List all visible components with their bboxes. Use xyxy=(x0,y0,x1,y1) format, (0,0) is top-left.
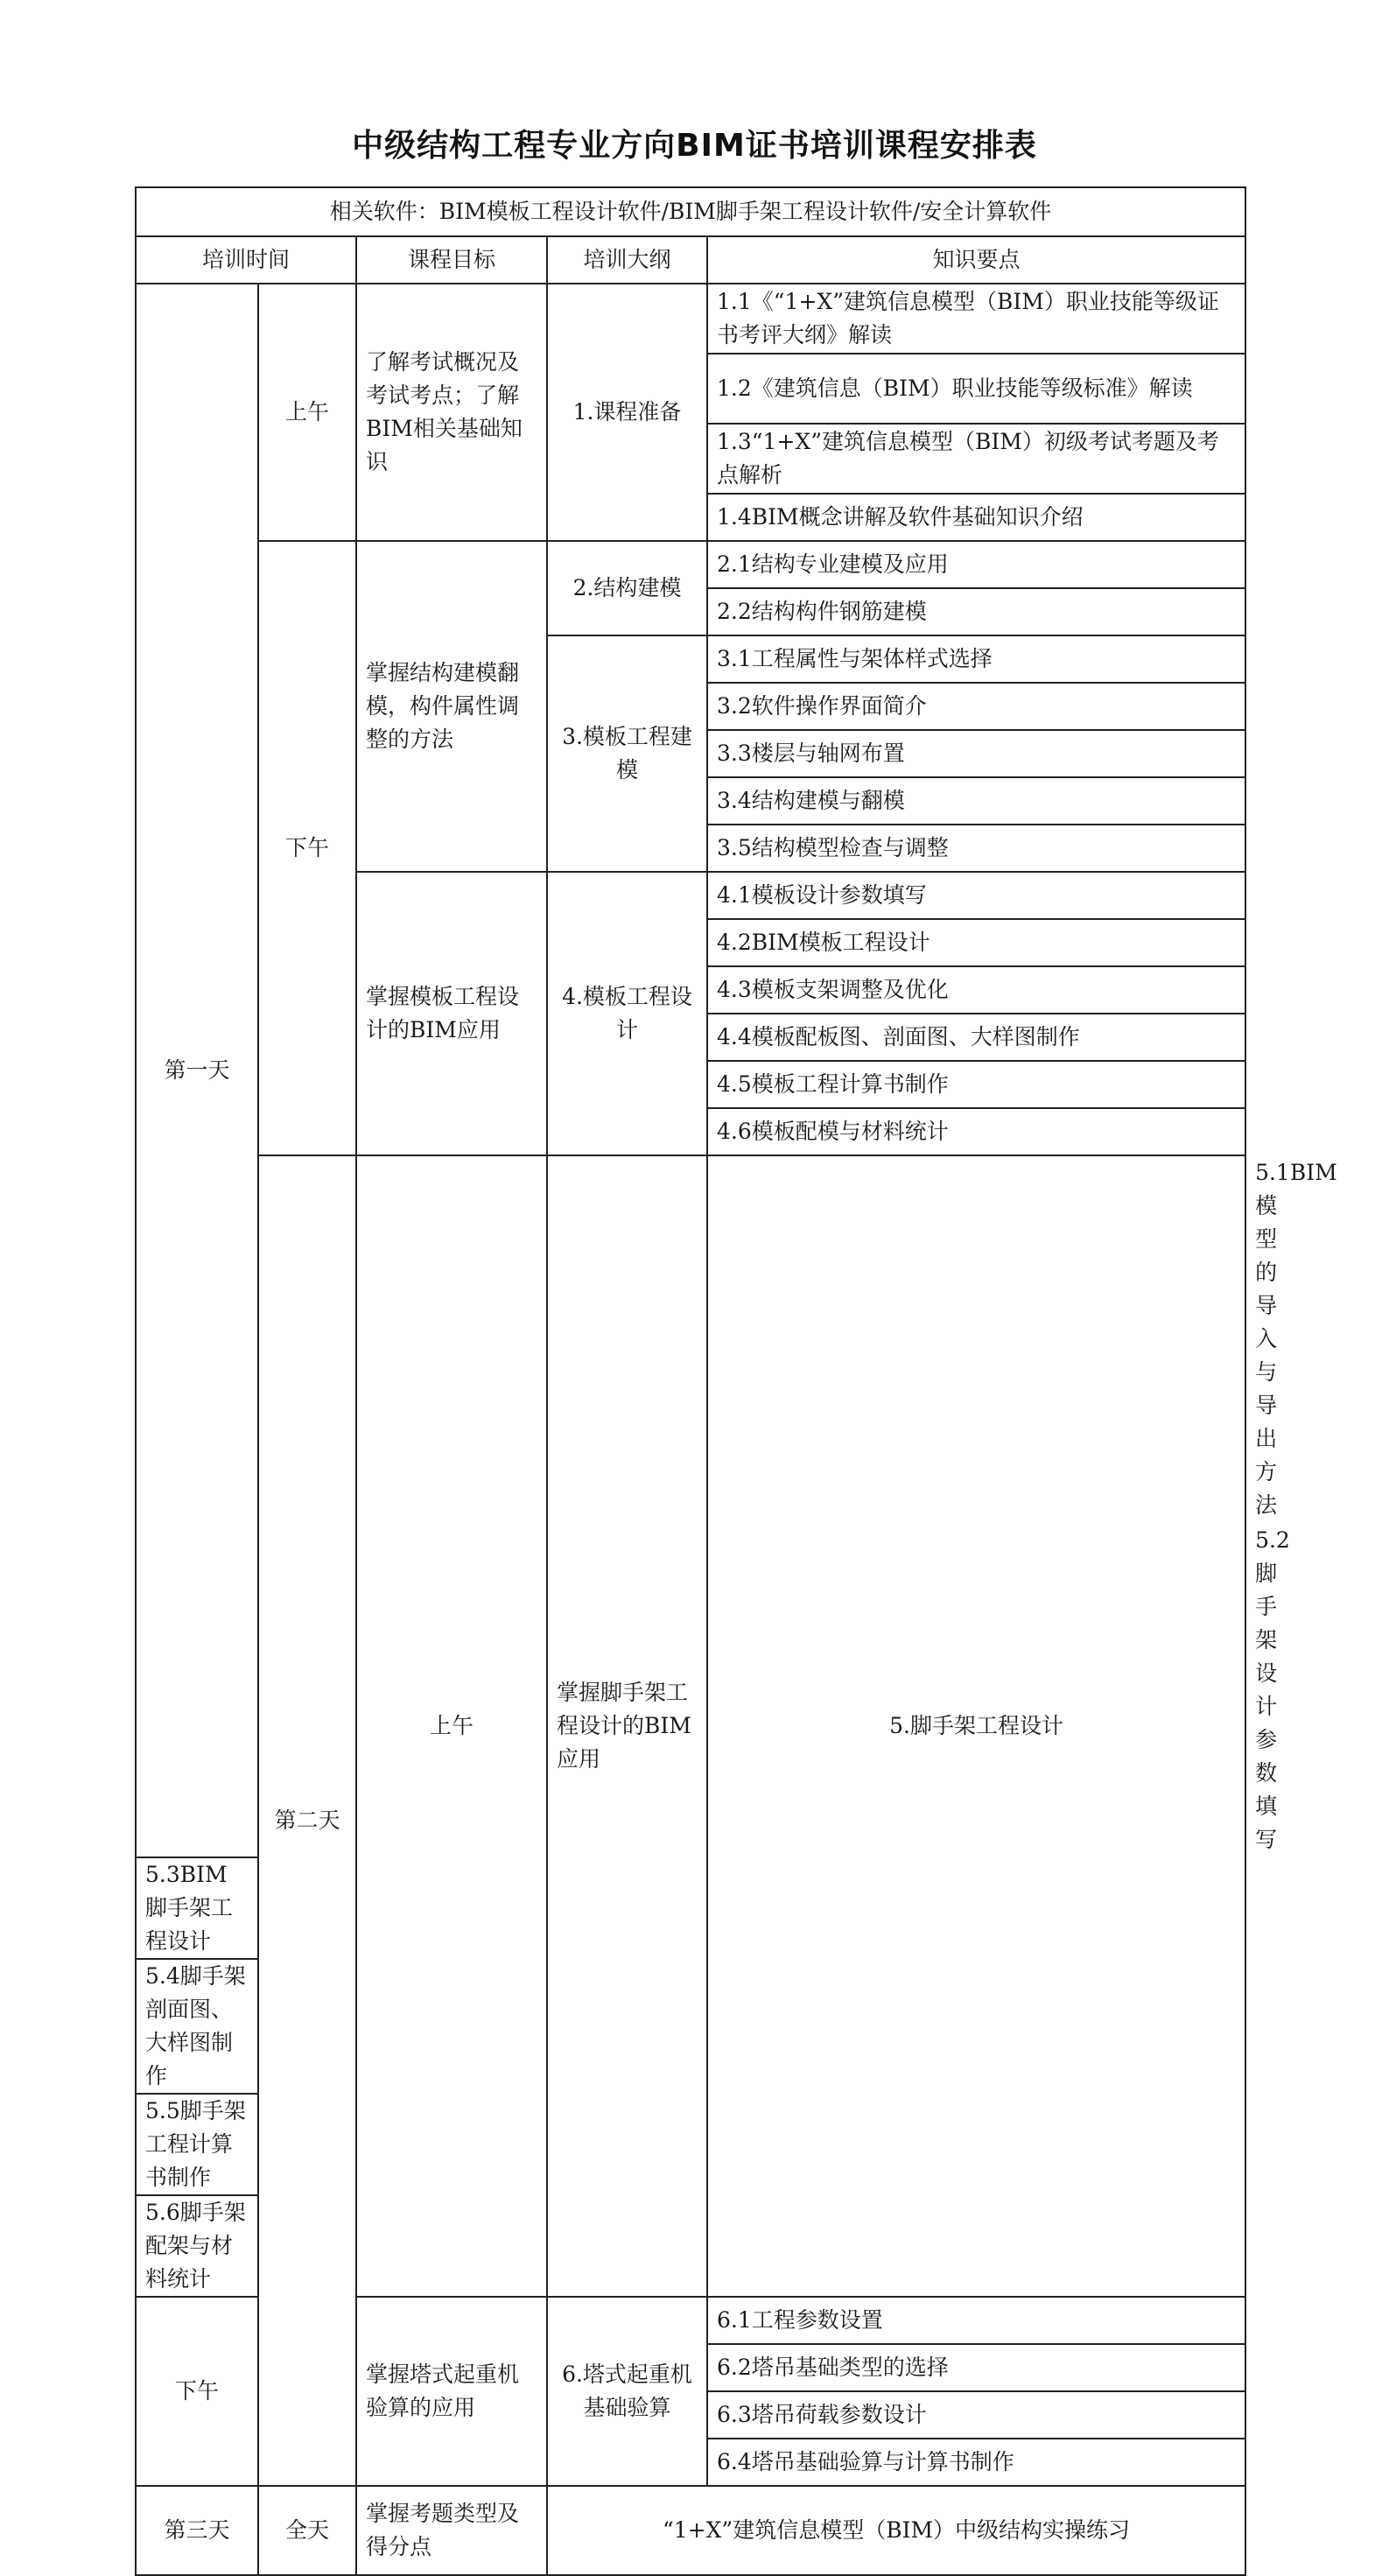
knowledge-point: 4.2BIM模板工程设计 xyxy=(707,919,1245,966)
goal-cell: 了解考试概况及考试考点；了解BIM相关基础知识 xyxy=(356,284,547,541)
day-cell: 第三天 xyxy=(136,2486,258,2575)
period-cell: 下午 xyxy=(258,541,356,1155)
course-schedule-table xyxy=(135,186,1337,2576)
header-time: 培训时间 xyxy=(136,236,356,284)
knowledge-point: 4.3模板支架调整及优化 xyxy=(707,966,1245,1014)
period-cell: 上午 xyxy=(356,1155,547,2297)
goal-cell: 掌握模板工程设计的BIM应用 xyxy=(356,872,547,1155)
knowledge-point: 1.4BIM概念讲解及软件基础知识介绍 xyxy=(707,494,1245,541)
software-cell: 相关软件：BIM模板工程设计软件/BIM脚手架工程设计软件/安全计算软件 xyxy=(136,187,1245,236)
day-cell: 第二天 xyxy=(258,1155,356,2486)
knowledge-point: 5.5脚手架工程计算书制作 xyxy=(136,2094,258,2195)
table-row: 5.2脚手架设计参数填写 xyxy=(1255,1527,1290,1852)
knowledge-point: 3.1工程属性与架体样式选择 xyxy=(707,635,1245,683)
page-title: 中级结构工程专业方向BIM证书培训课程安排表 xyxy=(352,128,1037,164)
knowledge-point: 5.4脚手架剖面图、大样图制作 xyxy=(136,1959,258,2094)
knowledge-point: 5.6脚手架配架与材料统计 xyxy=(136,2195,258,2297)
period-cell: 上午 xyxy=(258,284,356,541)
goal-cell: 掌握塔式起重机验算的应用 xyxy=(356,2297,547,2486)
knowledge-point: 6.2塔吊基础类型的选择 xyxy=(707,2344,1245,2391)
knowledge-point: 6.4塔吊基础验算与计算书制作 xyxy=(707,2439,1245,2486)
period-cell: 全天 xyxy=(258,2486,356,2575)
header-points: 知识要点 xyxy=(707,236,1245,284)
software-row xyxy=(136,187,1245,236)
table-row: 第二天 上午 掌握脚手架工程设计的BIM应用 5.脚手架工程设计 5.1BIM模型的导入与导出方法 xyxy=(136,1155,1245,1523)
outline-cell: 2.结构建模 xyxy=(547,541,707,635)
knowledge-point: 6.3塔吊荷载参数设计 xyxy=(707,2391,1245,2439)
period-cell: 下午 xyxy=(136,2297,258,2486)
outline-cell: 4.模板工程设计 xyxy=(547,872,707,1155)
knowledge-point: 3.3楼层与轴网布置 xyxy=(707,730,1245,777)
header-row xyxy=(136,236,1245,284)
header-outline: 培训大纲 xyxy=(547,236,707,284)
knowledge-point: 5.3BIM脚手架工程设计 xyxy=(136,1857,258,1959)
goal-cell: 掌握脚手架工程设计的BIM应用 xyxy=(547,1155,707,2297)
outline-cell: 3.模板工程建模 xyxy=(547,635,707,872)
outline-cell: 6.塔式起重机基础验算 xyxy=(547,2297,707,2486)
knowledge-point: 2.2结构构件钢筋建模 xyxy=(707,588,1245,635)
knowledge-point: 4.4模板配板图、剖面图、大样图制作 xyxy=(707,1014,1245,1061)
header-goal: 课程目标 xyxy=(356,236,547,284)
knowledge-point: 3.4结构建模与翻模 xyxy=(707,777,1245,825)
outline-cell: 1.课程准备 xyxy=(547,284,707,541)
table-row xyxy=(136,2486,1245,2575)
knowledge-point: 1.3“1+X”建筑信息模型（BIM）初级考试考题及考点解析 xyxy=(707,424,1245,494)
goal-cell: 掌握结构建模翻模，构件属性调整的方法 xyxy=(356,541,547,872)
knowledge-point: 4.6模板配模与材料统计 xyxy=(707,1108,1245,1155)
knowledge-point: 1.2《建筑信息（BIM）职业技能等级标准》解读 xyxy=(707,354,1245,424)
knowledge-point: 4.1模板设计参数填写 xyxy=(707,872,1245,919)
knowledge-point: 2.1结构专业建模及应用 xyxy=(707,541,1245,588)
knowledge-point: 6.1工程参数设置 xyxy=(707,2297,1245,2344)
knowledge-point: 3.5结构模型检查与调整 xyxy=(707,825,1245,872)
table-row xyxy=(136,541,1245,588)
goal-cell: 掌握考题类型及得分点 xyxy=(356,2486,547,2575)
table-row xyxy=(136,284,1245,354)
knowledge-point: 4.5模板工程计算书制作 xyxy=(707,1061,1245,1108)
knowledge-point: 1.1《“1+X”建筑信息模型（BIM）职业技能等级证书考评大纲》解读 xyxy=(707,284,1245,354)
knowledge-point: 3.2软件操作界面简介 xyxy=(707,683,1245,730)
day-cell: 第一天 xyxy=(136,284,258,1857)
knowledge-point: “1+X”建筑信息模型（BIM）中级结构实操练习 xyxy=(547,2486,1245,2575)
outline-cell: 5.脚手架工程设计 xyxy=(707,1155,1245,2297)
